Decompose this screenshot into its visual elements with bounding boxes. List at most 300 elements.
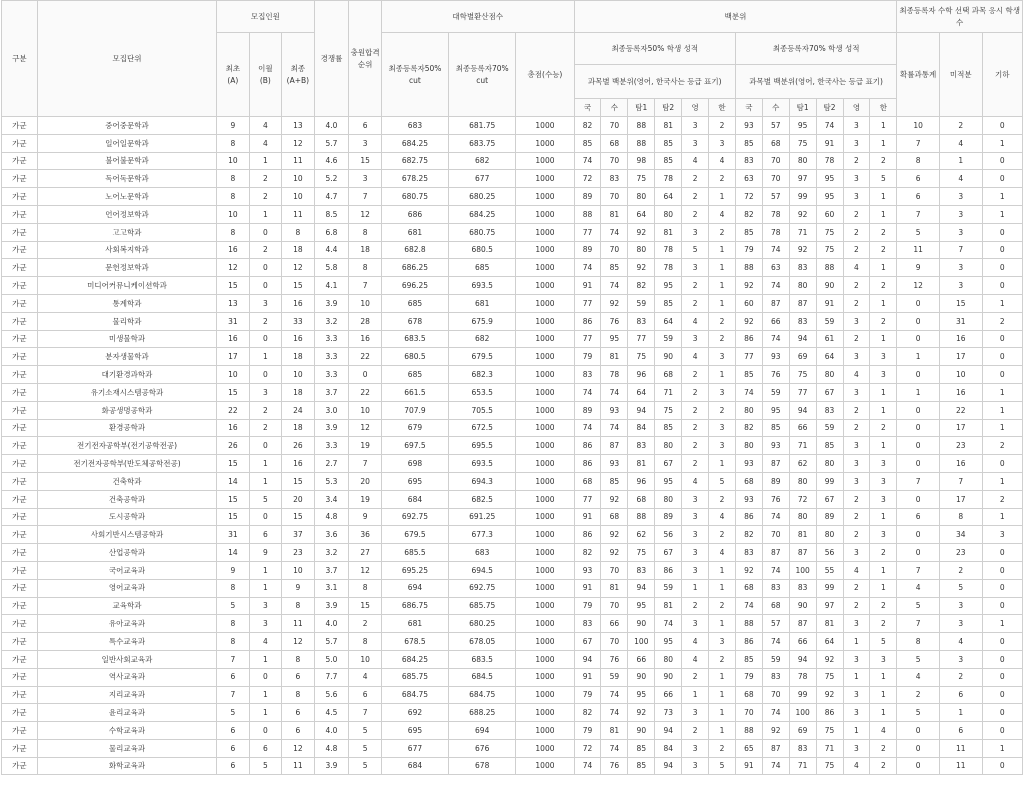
value-cell: 94 (789, 330, 816, 348)
value-cell: 82 (735, 205, 762, 223)
value-cell: 8 (282, 686, 315, 704)
value-cell: 5 (349, 757, 381, 775)
value-cell: 78 (601, 366, 628, 384)
value-cell: 2 (843, 579, 870, 597)
value-cell: 2 (843, 152, 870, 170)
value-cell: 8 (349, 633, 381, 651)
value-cell: 3 (682, 508, 709, 526)
value-cell: 59 (655, 330, 682, 348)
unit-cell: 화학교육과 (37, 757, 216, 775)
value-cell: 16 (217, 419, 249, 437)
value-cell: 1000 (516, 722, 574, 740)
value-cell: 78 (789, 668, 816, 686)
value-cell: 3 (870, 526, 897, 544)
value-cell: 1 (870, 294, 897, 312)
value-cell: 3 (843, 170, 870, 188)
table-row (2, 401, 1023, 419)
value-cell: 2 (870, 544, 897, 562)
value-cell: 7 (217, 650, 249, 668)
value-cell: 99 (789, 686, 816, 704)
value-cell: 0 (897, 312, 940, 330)
value-cell: 4 (249, 134, 281, 152)
value-cell: 2 (709, 312, 736, 330)
value-cell: 1 (843, 722, 870, 740)
group-cell: 가군 (2, 490, 38, 508)
unit-cell: 일어일문학과 (37, 134, 216, 152)
value-cell: 85 (655, 294, 682, 312)
unit-cell: 화공생명공학과 (37, 401, 216, 419)
value-cell: 3 (870, 366, 897, 384)
value-cell: 679.5 (381, 526, 448, 544)
value-cell: 97 (789, 170, 816, 188)
value-cell: 68 (735, 686, 762, 704)
value-cell: 4 (709, 544, 736, 562)
header-initial: 최초 (A) (217, 33, 249, 117)
value-cell: 11 (282, 205, 315, 223)
value-cell: 12 (282, 259, 315, 277)
value-cell: 99 (789, 188, 816, 206)
value-cell: 684.25 (381, 134, 448, 152)
value-cell: 85 (735, 223, 762, 241)
value-cell: 2 (843, 277, 870, 295)
value-cell: 698 (381, 455, 448, 473)
value-cell: 2 (870, 757, 897, 775)
value-cell: 13 (217, 294, 249, 312)
value-cell: 0 (982, 668, 1023, 686)
value-cell: 1000 (516, 205, 574, 223)
value-cell: 3 (843, 117, 870, 135)
value-cell: 59 (762, 650, 789, 668)
value-cell: 4 (682, 152, 709, 170)
value-cell: 3.3 (314, 330, 349, 348)
value-cell: 80 (816, 455, 843, 473)
value-cell: 677 (381, 739, 448, 757)
value-cell: 79 (574, 722, 601, 740)
value-cell: 2 (870, 223, 897, 241)
value-cell: 2 (843, 508, 870, 526)
value-cell: 696.25 (381, 277, 448, 295)
value-cell: 1 (870, 259, 897, 277)
table-row (2, 757, 1023, 775)
unit-cell: 독어독문학과 (37, 170, 216, 188)
value-cell: 84 (628, 419, 655, 437)
value-cell: 1 (982, 401, 1023, 419)
table-row (2, 277, 1023, 295)
value-cell: 7.7 (314, 668, 349, 686)
value-cell: 1000 (516, 419, 574, 437)
value-cell: 92 (601, 294, 628, 312)
value-cell: 6 (217, 757, 249, 775)
value-cell: 0 (897, 455, 940, 473)
value-cell: 68 (628, 490, 655, 508)
value-cell: 80 (735, 401, 762, 419)
value-cell: 1000 (516, 650, 574, 668)
value-cell: 15 (217, 455, 249, 473)
group-cell: 가군 (2, 366, 38, 384)
value-cell: 57 (762, 615, 789, 633)
value-cell: 2 (249, 419, 281, 437)
value-cell: 697.5 (381, 437, 448, 455)
value-cell: 1 (982, 615, 1023, 633)
value-cell: 1 (709, 615, 736, 633)
value-cell: 3 (939, 597, 982, 615)
value-cell: 93 (735, 117, 762, 135)
value-cell: 81 (601, 722, 628, 740)
value-cell: 81 (628, 455, 655, 473)
value-cell: 3 (709, 633, 736, 651)
value-cell: 80 (789, 277, 816, 295)
value-cell: 705.5 (449, 401, 516, 419)
value-cell: 707.9 (381, 401, 448, 419)
value-cell: 1 (709, 561, 736, 579)
value-cell: 1 (843, 633, 870, 651)
unit-cell: 사회기반시스템공학과 (37, 526, 216, 544)
value-cell: 3 (870, 472, 897, 490)
value-cell: 0 (982, 152, 1023, 170)
value-cell: 82 (574, 117, 601, 135)
value-cell: 8 (217, 134, 249, 152)
value-cell: 1000 (516, 134, 574, 152)
table-row (2, 188, 1023, 206)
value-cell: 4 (843, 366, 870, 384)
value-cell: 18 (349, 241, 381, 259)
unit-cell: 미생물학과 (37, 330, 216, 348)
value-cell: 5.7 (314, 134, 349, 152)
value-cell: 77 (574, 294, 601, 312)
value-cell: 78 (762, 205, 789, 223)
header-final: 최종 (A+B) (282, 33, 315, 117)
group-cell: 가군 (2, 383, 38, 401)
value-cell: 0 (249, 437, 281, 455)
subject-inquiry2: 탐2 (816, 99, 843, 117)
value-cell: 1000 (516, 117, 574, 135)
value-cell: 74 (762, 508, 789, 526)
value-cell: 3.3 (314, 437, 349, 455)
value-cell: 7 (897, 472, 940, 490)
value-cell: 6 (217, 722, 249, 740)
value-cell: 10 (282, 188, 315, 206)
value-cell: 0 (249, 330, 281, 348)
value-cell: 96 (628, 472, 655, 490)
value-cell: 85 (735, 366, 762, 384)
value-cell: 85 (628, 739, 655, 757)
value-cell: 1 (249, 579, 281, 597)
group-cell: 가군 (2, 561, 38, 579)
value-cell: 74 (735, 597, 762, 615)
value-cell: 92 (762, 722, 789, 740)
value-cell: 3 (843, 650, 870, 668)
value-cell: 3.9 (314, 757, 349, 775)
value-cell: 74 (601, 739, 628, 757)
value-cell: 3 (682, 490, 709, 508)
value-cell: 4.8 (314, 508, 349, 526)
value-cell: 1 (709, 277, 736, 295)
value-cell: 3 (843, 472, 870, 490)
value-cell: 2 (939, 117, 982, 135)
value-cell: 8 (217, 188, 249, 206)
value-cell: 3 (709, 437, 736, 455)
value-cell: 1000 (516, 401, 574, 419)
value-cell: 9 (349, 508, 381, 526)
value-cell: 3 (939, 650, 982, 668)
value-cell: 89 (574, 188, 601, 206)
value-cell: 17 (939, 419, 982, 437)
value-cell: 1000 (516, 330, 574, 348)
value-cell: 8 (349, 223, 381, 241)
value-cell: 62 (628, 526, 655, 544)
value-cell: 75 (816, 241, 843, 259)
value-cell: 0 (349, 366, 381, 384)
unit-cell: 영어교육과 (37, 579, 216, 597)
value-cell: 90 (655, 668, 682, 686)
value-cell: 4 (249, 633, 281, 651)
value-cell: 83 (789, 312, 816, 330)
value-cell: 93 (601, 401, 628, 419)
value-cell: 10 (217, 205, 249, 223)
value-cell: 92 (735, 277, 762, 295)
unit-cell: 고고학과 (37, 223, 216, 241)
value-cell: 1 (870, 686, 897, 704)
value-cell: 7 (897, 134, 940, 152)
value-cell: 3 (709, 348, 736, 366)
value-cell: 10 (217, 366, 249, 384)
value-cell: 693.5 (449, 455, 516, 473)
value-cell: 3.7 (314, 561, 349, 579)
value-cell: 88 (628, 508, 655, 526)
value-cell: 92 (601, 544, 628, 562)
value-cell: 7 (349, 277, 381, 295)
value-cell: 83 (789, 259, 816, 277)
value-cell: 1 (870, 579, 897, 597)
value-cell: 93 (735, 455, 762, 473)
value-cell: 3 (709, 134, 736, 152)
table-row (2, 526, 1023, 544)
value-cell: 2 (709, 117, 736, 135)
value-cell: 16 (349, 330, 381, 348)
value-cell: 684.25 (449, 205, 516, 223)
value-cell: 682.8 (381, 241, 448, 259)
value-cell: 3 (682, 223, 709, 241)
value-cell: 6 (217, 739, 249, 757)
value-cell: 91 (574, 668, 601, 686)
value-cell: 20 (282, 490, 315, 508)
value-cell: 71 (655, 383, 682, 401)
value-cell: 92 (628, 704, 655, 722)
subject-english: 영 (843, 99, 870, 117)
table-row (2, 170, 1023, 188)
value-cell: 3 (843, 383, 870, 401)
value-cell: 66 (655, 686, 682, 704)
value-cell: 94 (628, 401, 655, 419)
subject-inquiry2: 탐2 (655, 99, 682, 117)
value-cell: 0 (982, 330, 1023, 348)
value-cell: 4 (843, 561, 870, 579)
value-cell: 8 (897, 633, 940, 651)
value-cell: 15 (282, 472, 315, 490)
value-cell: 5.8 (314, 259, 349, 277)
value-cell: 90 (655, 348, 682, 366)
value-cell: 67 (655, 455, 682, 473)
value-cell: 6 (249, 739, 281, 757)
value-cell: 1000 (516, 188, 574, 206)
value-cell: 75 (789, 134, 816, 152)
value-cell: 86 (735, 633, 762, 651)
value-cell: 1 (249, 472, 281, 490)
value-cell: 1 (249, 152, 281, 170)
value-cell: 0 (982, 170, 1023, 188)
value-cell: 1000 (516, 704, 574, 722)
value-cell: 3 (982, 526, 1023, 544)
value-cell: 2 (709, 650, 736, 668)
group-cell: 가군 (2, 223, 38, 241)
value-cell: 682.5 (449, 490, 516, 508)
value-cell: 93 (574, 561, 601, 579)
value-cell: 7 (939, 472, 982, 490)
value-cell: 1000 (516, 561, 574, 579)
value-cell: 59 (762, 383, 789, 401)
unit-cell: 특수교육과 (37, 633, 216, 651)
value-cell: 2 (682, 437, 709, 455)
value-cell: 87 (789, 294, 816, 312)
value-cell: 672.5 (449, 419, 516, 437)
value-cell: 10 (897, 117, 940, 135)
value-cell: 95 (816, 170, 843, 188)
group-cell: 가군 (2, 294, 38, 312)
value-cell: 64 (816, 348, 843, 366)
value-cell: 83 (816, 401, 843, 419)
value-cell: 88 (735, 722, 762, 740)
value-cell: 74 (762, 241, 789, 259)
value-cell: 9 (897, 259, 940, 277)
value-cell: 1 (249, 686, 281, 704)
value-cell: 73 (655, 704, 682, 722)
value-cell: 0 (249, 722, 281, 740)
value-cell: 2 (349, 615, 381, 633)
value-cell: 8 (349, 579, 381, 597)
value-cell: 16 (282, 294, 315, 312)
value-cell: 0 (982, 241, 1023, 259)
value-cell: 678.05 (449, 633, 516, 651)
value-cell: 12 (282, 739, 315, 757)
value-cell: 679.5 (449, 348, 516, 366)
value-cell: 1 (870, 401, 897, 419)
value-cell: 1000 (516, 633, 574, 651)
value-cell: 70 (762, 152, 789, 170)
group-cell: 가군 (2, 633, 38, 651)
value-cell: 1 (982, 205, 1023, 223)
value-cell: 87 (789, 544, 816, 562)
value-cell: 1000 (516, 366, 574, 384)
value-cell: 679 (381, 419, 448, 437)
value-cell: 3 (682, 526, 709, 544)
header-carry: 이월 (B) (249, 33, 281, 117)
value-cell: 3 (939, 205, 982, 223)
value-cell: 6 (217, 668, 249, 686)
value-cell: 682 (449, 330, 516, 348)
group-cell: 가군 (2, 241, 38, 259)
value-cell: 6 (349, 117, 381, 135)
value-cell: 70 (601, 241, 628, 259)
value-cell: 1 (709, 722, 736, 740)
value-cell: 2 (709, 597, 736, 615)
unit-cell: 미디어커뮤니케이션학과 (37, 277, 216, 295)
value-cell: 93 (735, 490, 762, 508)
value-cell: 12 (349, 419, 381, 437)
value-cell: 23 (939, 437, 982, 455)
value-cell: 3 (249, 597, 281, 615)
value-cell: 5 (217, 597, 249, 615)
unit-cell: 유아교육과 (37, 615, 216, 633)
value-cell: 79 (574, 348, 601, 366)
value-cell: 685 (381, 294, 448, 312)
group-cell: 가군 (2, 615, 38, 633)
value-cell: 7 (349, 455, 381, 473)
value-cell: 1 (897, 348, 940, 366)
value-cell: 95 (601, 330, 628, 348)
value-cell: 5 (939, 579, 982, 597)
unit-cell: 사회복지학과 (37, 241, 216, 259)
value-cell: 4 (897, 668, 940, 686)
value-cell: 34 (939, 526, 982, 544)
value-cell: 3 (709, 383, 736, 401)
value-cell: 12 (349, 205, 381, 223)
header-total: 총점(수능) (516, 33, 574, 117)
value-cell: 98 (628, 152, 655, 170)
value-cell: 2 (709, 526, 736, 544)
value-cell: 682.3 (449, 366, 516, 384)
value-cell: 1 (870, 508, 897, 526)
value-cell: 4 (249, 117, 281, 135)
value-cell: 1 (870, 668, 897, 686)
value-cell: 74 (601, 419, 628, 437)
unit-cell: 대기환경과학과 (37, 366, 216, 384)
group-cell: 가군 (2, 330, 38, 348)
subject-math: 수 (762, 99, 789, 117)
table-row (2, 739, 1023, 757)
value-cell: 1 (982, 294, 1023, 312)
value-cell: 10 (939, 366, 982, 384)
value-cell: 1 (709, 241, 736, 259)
group-cell: 가군 (2, 134, 38, 152)
value-cell: 85 (816, 437, 843, 455)
value-cell: 90 (628, 668, 655, 686)
value-cell: 68 (762, 134, 789, 152)
value-cell: 19 (349, 490, 381, 508)
value-cell: 74 (601, 704, 628, 722)
value-cell: 74 (574, 757, 601, 775)
unit-cell: 환경공학과 (37, 419, 216, 437)
value-cell: 2 (249, 188, 281, 206)
value-cell: 1 (870, 383, 897, 401)
value-cell: 94 (789, 401, 816, 419)
value-cell: 74 (762, 704, 789, 722)
header-converted: 대학별환산점수 (381, 1, 574, 33)
value-cell: 16 (217, 241, 249, 259)
value-cell: 683.5 (381, 330, 448, 348)
value-cell: 675.9 (449, 312, 516, 330)
value-cell: 88 (735, 259, 762, 277)
value-cell: 74 (574, 419, 601, 437)
value-cell: 0 (982, 686, 1023, 704)
value-cell: 2 (843, 597, 870, 615)
value-cell: 2 (709, 223, 736, 241)
table-row (2, 472, 1023, 490)
value-cell: 16 (939, 455, 982, 473)
value-cell: 63 (762, 259, 789, 277)
value-cell: 18 (282, 419, 315, 437)
value-cell: 74 (574, 383, 601, 401)
value-cell: 1000 (516, 437, 574, 455)
